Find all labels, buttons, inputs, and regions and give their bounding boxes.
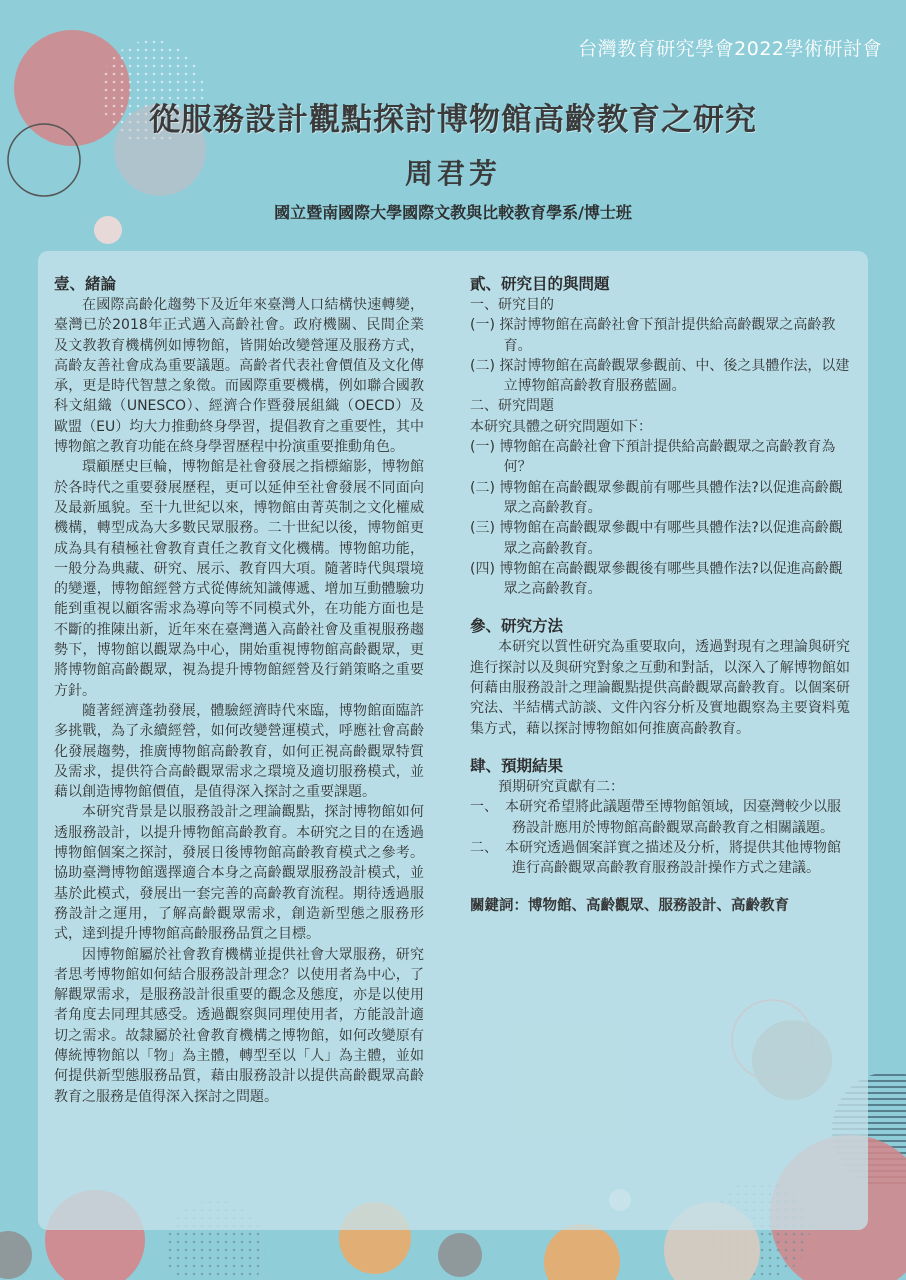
bubble-orange-bottom-2 [544, 1224, 620, 1280]
purpose-item-2: (二) 探討博物館在高齡觀眾參觀前、中、後之具體作法，以建立博物館高齡教育服務藍圖。 [470, 357, 850, 395]
question-item-3: (三) 博物館在高齡觀眾參觀中有哪些具體作法?以促進高齡觀眾之高齡教育。 [470, 520, 843, 557]
conference-name: 台灣教育研究學會2022學術研討會 [578, 38, 882, 60]
bubble-gray-left [0, 1231, 32, 1279]
left-column [54, 273, 424, 1107]
question-item-4: (四) 博物館在高齡觀眾參觀後有哪些具體作法?以促進高齡觀眾之高齡教育。 [470, 560, 843, 598]
question-item-1: (一) 博物館在高齡社會下預計提供給高齡觀眾之高齡教育為何？ [470, 439, 836, 476]
author-affiliation: 國立暨南國際大學國際文教與比較教育學系/博士班 [274, 203, 632, 222]
question-item-2: (二) 博物館在高齡觀眾參觀前有哪些具體作法?以促進高齡觀眾之高齡教育。 [470, 479, 843, 516]
section2-subheading-questions: 二、研究問題 [470, 398, 554, 415]
section2-heading: 貳、研究目的與問題 [470, 275, 610, 293]
section1-paragraph-2: 環顧歷史巨輪，博物館是社會發展之指標縮影，博物館於各時代之重要發展歷程，更可以延伸至社會發展不同面向及最新風貌。至十九世紀以來，博物館由菁英制之文化權威機構，轉型成為大多數民眾服務。二十世紀以後，博物館更成為具有積極社會教育責任之教育文化機構。博物館功能，一般分為典藏、研究、展示、教育四大項。隨著時代與環境的變遷，博物館經營方式從傳統知識傳遞、增加互動體驗功能到重視以顧客需求為導向等不同模式外，在功能方面也是不斷的推陳出新，近年來在臺灣邁入高齡社會及重視服務趨勢下，博物館以觀眾為中心，開始重視博物館高齡觀眾，更將博物館高齡觀眾，視為提升博物館經營及行銷策略之重要方針。 [54, 459, 424, 699]
section3-paragraph: 本研究以質性研究為重要取向，透過對現有之理論與研究進行探討以及與研究對象之互動和對話，以深入了解博物館如何藉由服務設計之理論觀點提供高齡觀眾高齡教育。以個案研究法、半結構式訪談、文件內容分析及實地觀察為主要資料蒐集方式，藉以探討博物館如何推廣高齡教育。 [470, 639, 850, 737]
questions-intro: 本研究具體之研究問題如下： [470, 418, 652, 435]
section1-paragraph-3: 隨著經濟蓬勃發展，體驗經濟時代來臨，博物館面臨許多挑戰，為了永續經營，如何改變營運模式，呼應社會高齡化發展趨勢，推廣博物館高齡教育，如何正視高齡觀眾特質及需求，提供符合高齡觀眾需求之環境及適切服務模式，並藉以創造博物館價值，是值得深入探討之重要課題。 [54, 702, 424, 801]
keywords: 關鍵詞：博物館、高齡觀眾、服務設計、高齡教育 [470, 898, 789, 915]
author-name: 周君芳 [404, 157, 501, 190]
purpose-item-1: (一) 探討博物館在高齡社會下預計提供給高齡觀眾之高齡教育。 [470, 317, 836, 354]
section2-subheading-purpose: 一、研究目的 [470, 297, 554, 313]
section4-intro: 預期研究貢獻有二： [498, 778, 624, 795]
paper-title: 從服務設計觀點探討博物館高齡教育之研究 [149, 102, 757, 138]
section1-paragraph-1: 在國際高齡化趨勢下及近年來臺灣人口結構快速轉變，臺灣已於2018年正式邁入高齡社會。政府機關、民間企業及文教教育機構例如博物館，皆開始改變營運及服務方式，高齡友善社會成為重要議題。高齡者代表社會價值及文化傳承，更是時代智慧之象徵。而國際重要機構，例如聯合國教科文組織（UNESCO）、經濟合作暨發展組織（OECD）及歐盟（EU）均大力推動終身學習，提倡教育之重要性，其中博物館之教育功能在終身學習歷程中扮演重要推動角色。 [54, 297, 424, 456]
result-item-2: 二、 本研究透過個案詳實之描述及分析，將提供其他博物館進行高齡觀眾高齡教育服務設計操作方式之建議。 [470, 839, 841, 877]
section3-heading: 參、研究方法 [470, 617, 564, 636]
section1-paragraph-4: 本研究背景是以服務設計之理論觀點，探討博物館如何透服務設計，以提升博物館高齡教育。本研究之目的在透過博物館個案之探討，發展日後博物館高齡教育模式之參考。協助臺灣博物館選擇適合本身之高齡觀眾服務設計模式，並基於此模式，發展出一套完善的高齡教育流程。期待透過服務設計之運用，了解高齡觀眾需求，創造新型態之服務形式，達到提升博物館高齡服務品質之目標。 [54, 804, 424, 943]
section4-heading: 肆、預期結果 [470, 756, 564, 775]
section1-paragraph-5: 因博物館屬於社會教育機構並提供社會大眾服務，研究者思考博物館如何結合服務設計理念？以使用者為中心，了解觀眾需求，是服務設計很重要的觀念及態度，亦是以使用者角度去同理其感受。透過觀察與同理使用者，方能設計適切之需求。故隸屬於社會教育機構之博物館，如何改變原有傳統博物館以「物」為主體，轉型至以「人」為主體，並如何提供新型態服務品質，藉由服務設計以提供高齡觀眾高齡教育之服務是值得深入探討之問題。 [54, 946, 424, 1105]
result-item-1: 一、 本研究希望將此議題帶至博物館領域，因臺灣較少以服務設計應用於博物館高齡觀眾高齡教育之相關議題。 [470, 799, 841, 836]
right-column [470, 273, 850, 917]
bubble-gray-bottom [438, 1233, 482, 1277]
section1-heading: 壹、緒論 [54, 275, 117, 293]
